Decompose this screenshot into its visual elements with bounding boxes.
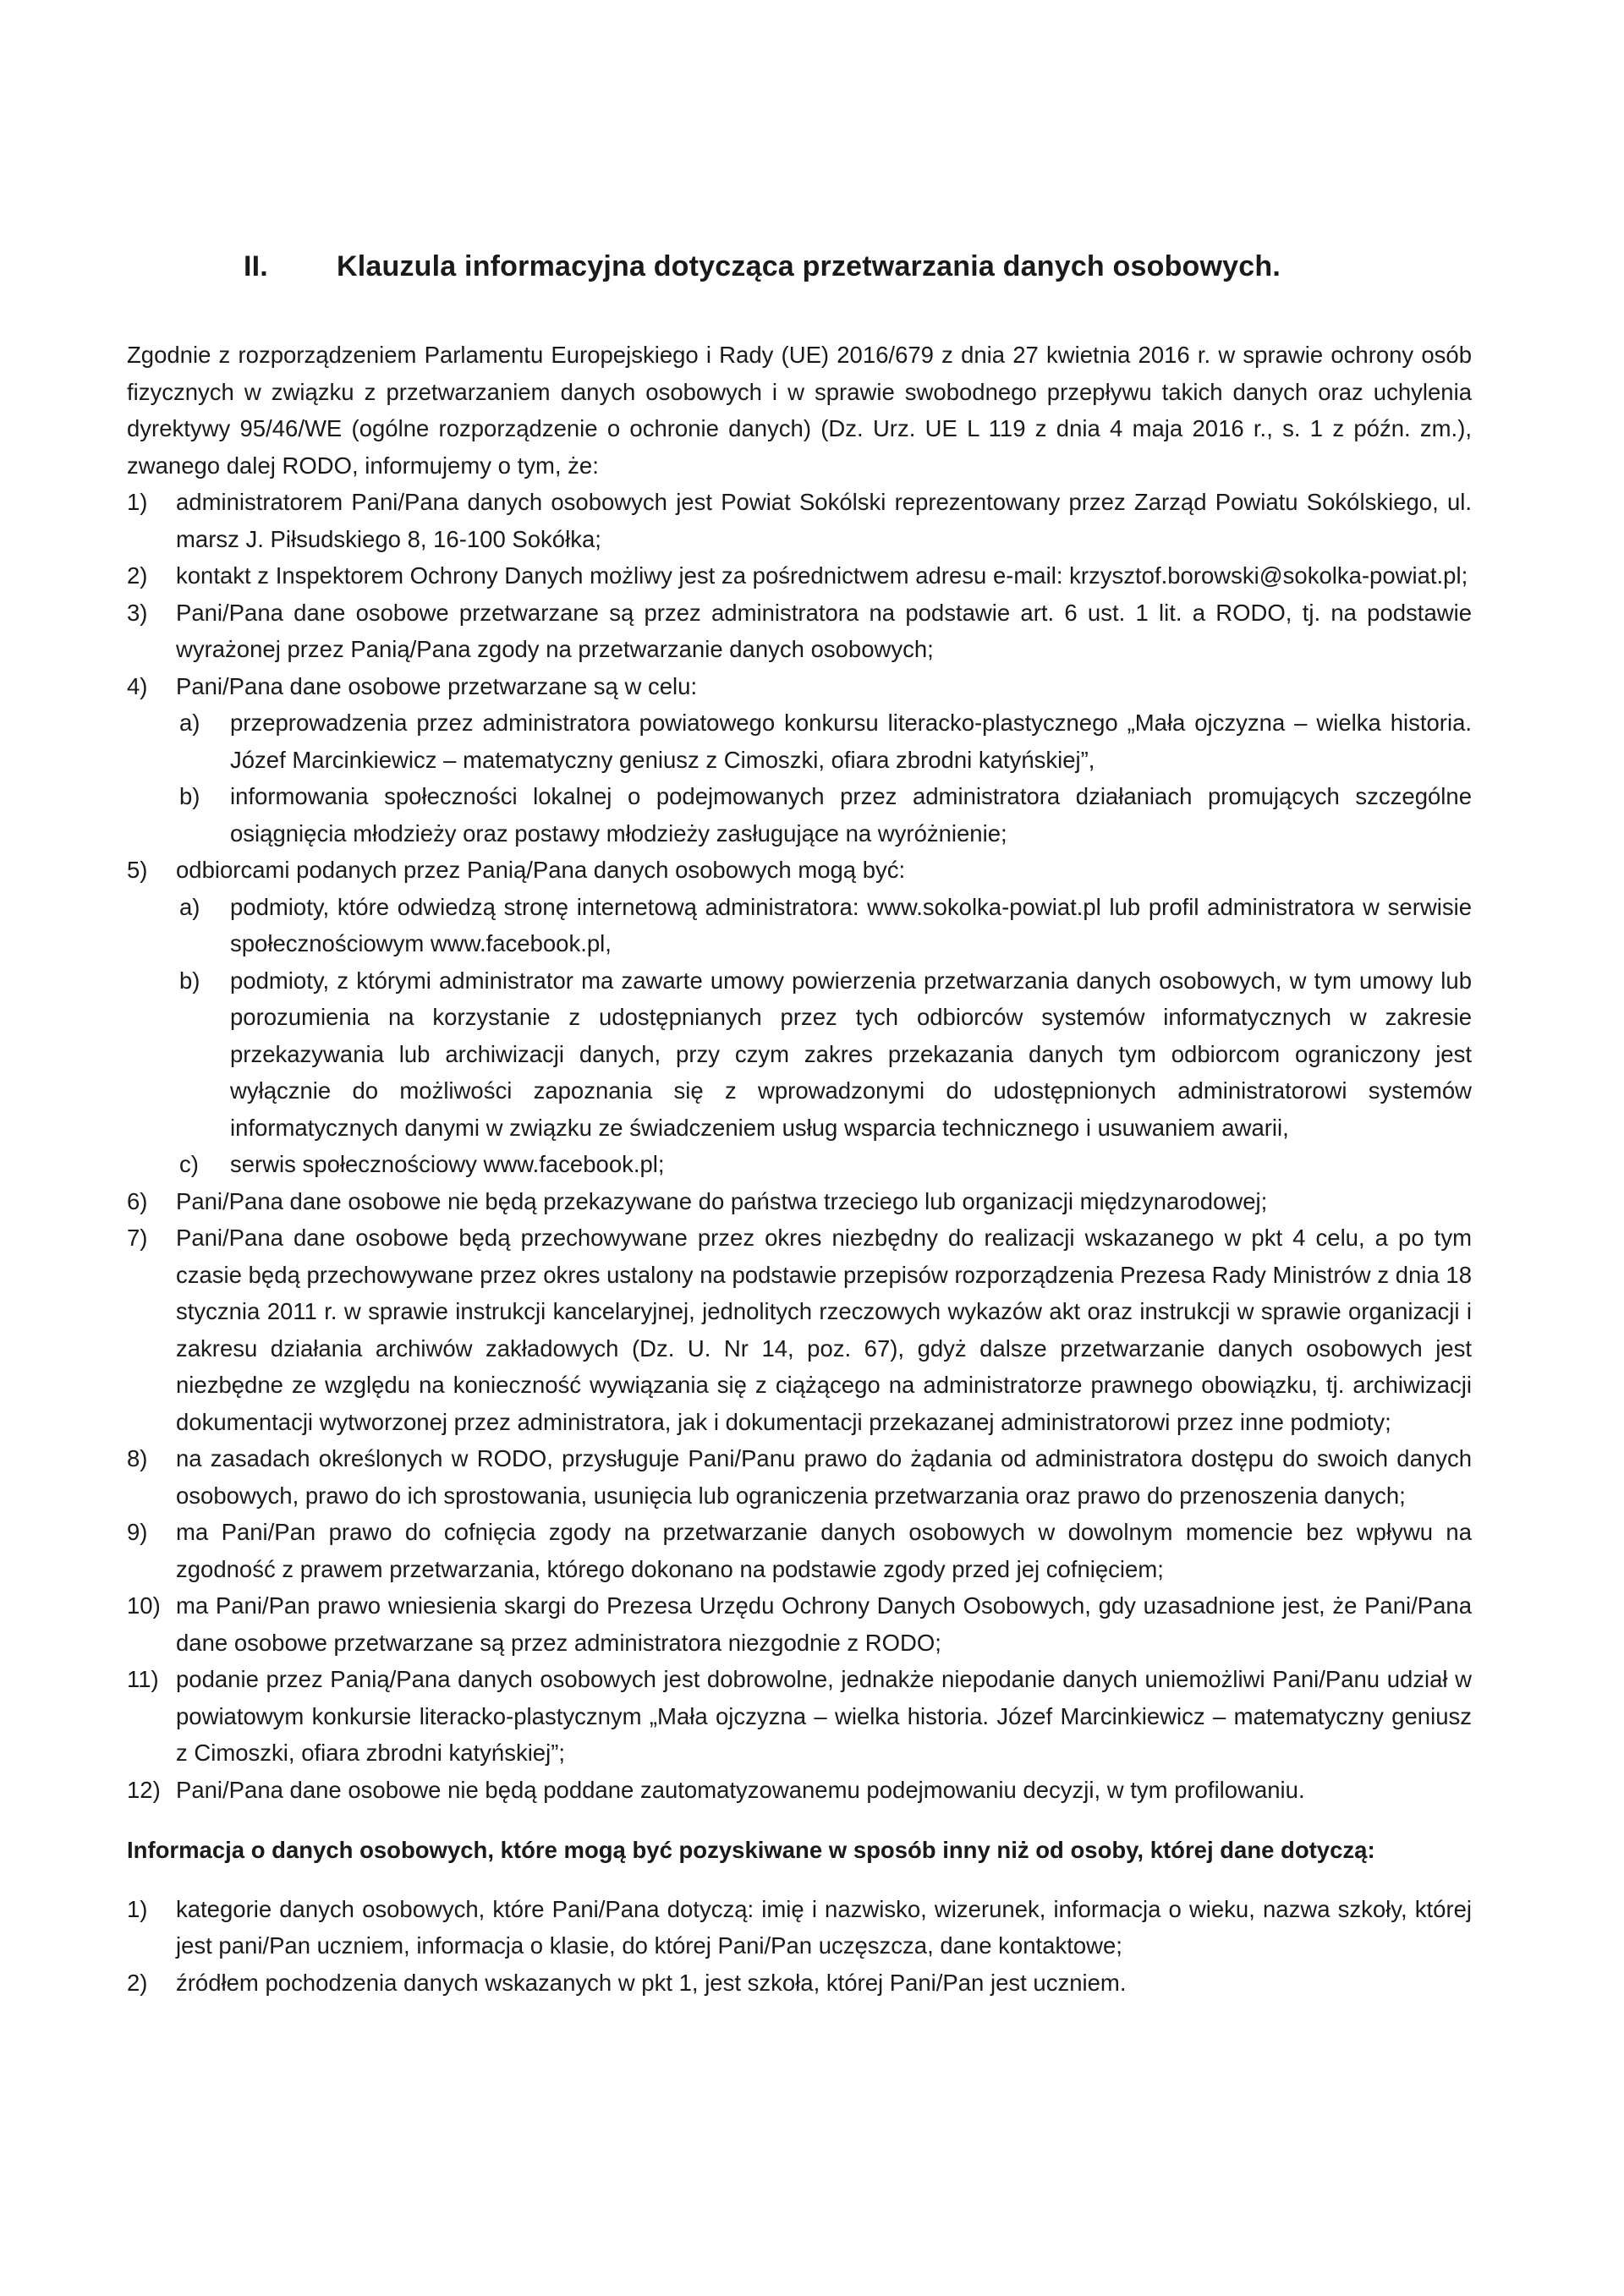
sub-item-letter: a) xyxy=(179,893,200,920)
sub-item-letter: b) xyxy=(179,783,200,809)
list-item xyxy=(127,484,1472,557)
item-number: 7) xyxy=(127,1225,148,1251)
section2-list xyxy=(127,1891,1472,2002)
section-title: Klauzula informacyjna dotycząca przetwarzania danych osobowych. xyxy=(337,250,1281,282)
item-text: źródłem pochodzenia danych wskazanych w pkt 1, jest szkoła, której Pani/Pan jest uczniem. xyxy=(176,1969,1127,1996)
intro-paragraph: Zgodnie z rozporządzeniem Parlamentu Europejskiego i Rady (UE) 2016/679 z dnia 27 kwietnia 2016 r. w sprawie ochrony osób fizycznych w związku z przetwarzaniem danych osobowych i w sprawie swobodnego przepływu takich danych oraz uchylenia dyrektywy 95/46/WE (ogólne rozporządzenie o ochronie danych) (Dz. Urz. UE L 119 z dnia 4 maja 2016 r., s. 1 z późn. zm.), zwanego dalej RODO, informujemy o tym, że: xyxy=(127,342,1472,479)
item-number: 6) xyxy=(127,1187,148,1214)
item-text: kategorie danych osobowych, które Pani/Pana dotyczą: imię i nazwisko, wizerunek, informacja o wieku, nazwa szkoły, której jest pani/Pan uczniem, informacja o klasie, do której Pani/Pan uczęszcza, dane kontaktowe; xyxy=(176,1895,1472,1959)
list-item xyxy=(127,1772,1472,1809)
item-text: Pani/Pana dane osobowe nie będą poddane zautomatyzowanemu podejmowaniu decyzji, w tym profilowaniu. xyxy=(176,1776,1305,1803)
item-number: 3) xyxy=(127,599,148,626)
item-number: 1) xyxy=(127,1895,148,1922)
sub-item-text: informowania społeczności lokalnej o podejmowanych przez administratora działaniach promujących szczególne osiągnięcia młodzieży oraz postawy młodzieży zasługujące na wyróżnienie; xyxy=(230,783,1472,847)
list-item xyxy=(127,852,1472,1183)
item-number: 2) xyxy=(127,1969,148,1996)
item-text: odbiorcami podanych przez Panią/Pana danych osobowych mogą być: xyxy=(176,857,906,883)
list-item xyxy=(127,1514,1472,1587)
item-number: 11) xyxy=(127,1666,159,1692)
item-number: 4) xyxy=(127,672,148,699)
item-text: administratorem Pani/Pana danych osobowych jest Powiat Sokólski reprezentowany przez Zarząd Powiatu Sokólskiego, ul. marsz J. Piłsudskiego 8, 16-100 Sokółka; xyxy=(176,489,1472,552)
sub-list-item xyxy=(176,1146,1472,1183)
item-number: 1) xyxy=(127,489,148,515)
list-item xyxy=(127,1587,1472,1661)
item-text: ma Pani/Pan prawo do cofnięcia zgody na przetwarzanie danych osobowych w dowolnym momencie bez wpływu na zgodność z prawem przetwarzania, którego dokonano na podstawie zgody przed jej cofnięciem; xyxy=(176,1519,1472,1582)
item-text: Pani/Pana dane osobowe przetwarzane są w celu: xyxy=(176,672,698,699)
list-item xyxy=(127,1183,1472,1220)
sub-item-letter: b) xyxy=(179,967,200,994)
list-item xyxy=(127,1964,1472,2002)
section-heading xyxy=(244,250,1281,283)
list-item xyxy=(127,1219,1472,1440)
item-number: 12) xyxy=(127,1776,161,1803)
sub-list-item xyxy=(176,889,1472,962)
list-item xyxy=(127,1891,1472,1964)
clause-list xyxy=(127,484,1472,1808)
sub-list xyxy=(176,889,1472,1183)
list-item xyxy=(127,668,1472,852)
item-text: kontakt z Inspektorem Ochrony Danych możliwy jest za pośrednictwem adresu e-mail: krzysztof.borowski@sokolka-powiat.pl; xyxy=(176,562,1468,589)
sub-item-text: przeprowadzenia przez administratora powiatowego konkursu literacko-plastycznego „Mała ojczyzna – wielka historia. Józef Marcinkiewicz – matematyczny geniusz z Cimoszki, ofiara zbrodni katyńskiej”, xyxy=(230,710,1472,773)
sub-item-letter: c) xyxy=(179,1151,199,1177)
item-number: 10) xyxy=(127,1592,161,1619)
sub-list-item xyxy=(176,704,1472,778)
item-number: 9) xyxy=(127,1519,148,1545)
item-text: ma Pani/Pan prawo wniesienia skargi do Prezesa Urzędu Ochrony Danych Osobowych, gdy uzasadnione jest, że Pani/Pana dane osobowe przetwarzane są przez administratora niezgodnie z RODO; xyxy=(176,1592,1472,1656)
sub-list xyxy=(176,704,1472,852)
document-body xyxy=(127,337,1472,2001)
item-number: 2) xyxy=(127,562,148,589)
sub-item-text: podmioty, z którymi administrator ma zawarte umowy powierzenia przetwarzania danych osobowych, w tym umowy lub porozumienia na korzystanie z udostępnianych przez tych odbiorców systemów informatycznych w zakresie przekazywania lub archiwizacji danych, przy czym zakres przekazania danych tym odbiorcom ograniczony jest wyłącznie do możliwości zapoznania się z wprowadzonymi do udostępnionych administratorowi systemów informatycznych danymi w związku ze świadczeniem usług wsparcia technicznego i usuwaniem awarii, xyxy=(230,967,1472,1141)
list-item xyxy=(127,595,1472,668)
item-text: Pani/Pana dane osobowe będą przechowywane przez okres niezbędny do realizacji wskazanego w pkt 4 celu, a po tym czasie będą przechowywane przez okres ustalony na podstawie przepisów rozporządzenia Prezesa Rady Ministrów z dnia 18 stycznia 2011 r. w sprawie instrukcji kancelaryjnej, jednolitych rzeczowych wykazów akt oraz instrukcji w sprawie organizacji i zakresu działania archiwów zakładowych (Dz. U. Nr 14, poz. 67), gdyż dalsze przetwarzanie danych osobowych jest niezbędne ze względu na konieczność wywiązania się z ciążącego na administratorze prawnego obowiązku, tj. archiwizacji dokumentacji wytworzonej przez administratora, jak i dokumentacji przekazanej administratorowi przez inne podmioty; xyxy=(176,1225,1472,1435)
sub-list-item xyxy=(176,962,1472,1147)
item-text: podanie przez Panią/Pana danych osobowych jest dobrowolne, jednakże niepodanie danych uniemożliwi Pani/Panu udział w powiatowym konkursie literacko-plastycznym „Mała ojczyzna – wielka historia. Józef Marcinkiewicz – matematyczny geniusz z Cimoszki, ofiara zbrodni katyńskiej”; xyxy=(176,1666,1472,1766)
item-number: 8) xyxy=(127,1445,148,1471)
list-item xyxy=(127,557,1472,595)
item-text: Pani/Pana dane osobowe nie będą przekazywane do państwa trzeciego lub organizacji międzynarodowej; xyxy=(176,1187,1268,1214)
section2-title: Informacja o danych osobowych, które mogą być pozyskiwane w sposób inny niż od osoby, której dane dotyczą: xyxy=(127,1837,1375,1863)
sub-list-item xyxy=(176,778,1472,852)
item-text: Pani/Pana dane osobowe przetwarzane są przez administratora na podstawie art. 6 ust. 1 lit. a RODO, tj. na podstawie wyrażonej przez Panią/Pana zgody na przetwarzanie danych osobowych; xyxy=(176,599,1472,662)
item-text: na zasadach określonych w RODO, przysługuje Pani/Panu prawo do żądania od administratora dostępu do swoich danych osobowych, prawo do ich sprostowania, usunięcia lub ograniczenia przetwarzania oraz prawo do przenoszenia danych; xyxy=(176,1445,1472,1509)
list-item xyxy=(127,1440,1472,1514)
sub-item-text: podmioty, które odwiedzą stronę internetową administratora: www.sokolka-powiat.pl lub profil administratora w serwisie społecznościowym www.facebook.pl, xyxy=(230,893,1472,956)
sub-item-letter: a) xyxy=(179,710,200,736)
sub-item-text: serwis społecznościowy www.facebook.pl; xyxy=(230,1151,665,1177)
section-number: II. xyxy=(244,250,268,282)
list-item xyxy=(127,1661,1472,1772)
item-number: 5) xyxy=(127,857,148,883)
